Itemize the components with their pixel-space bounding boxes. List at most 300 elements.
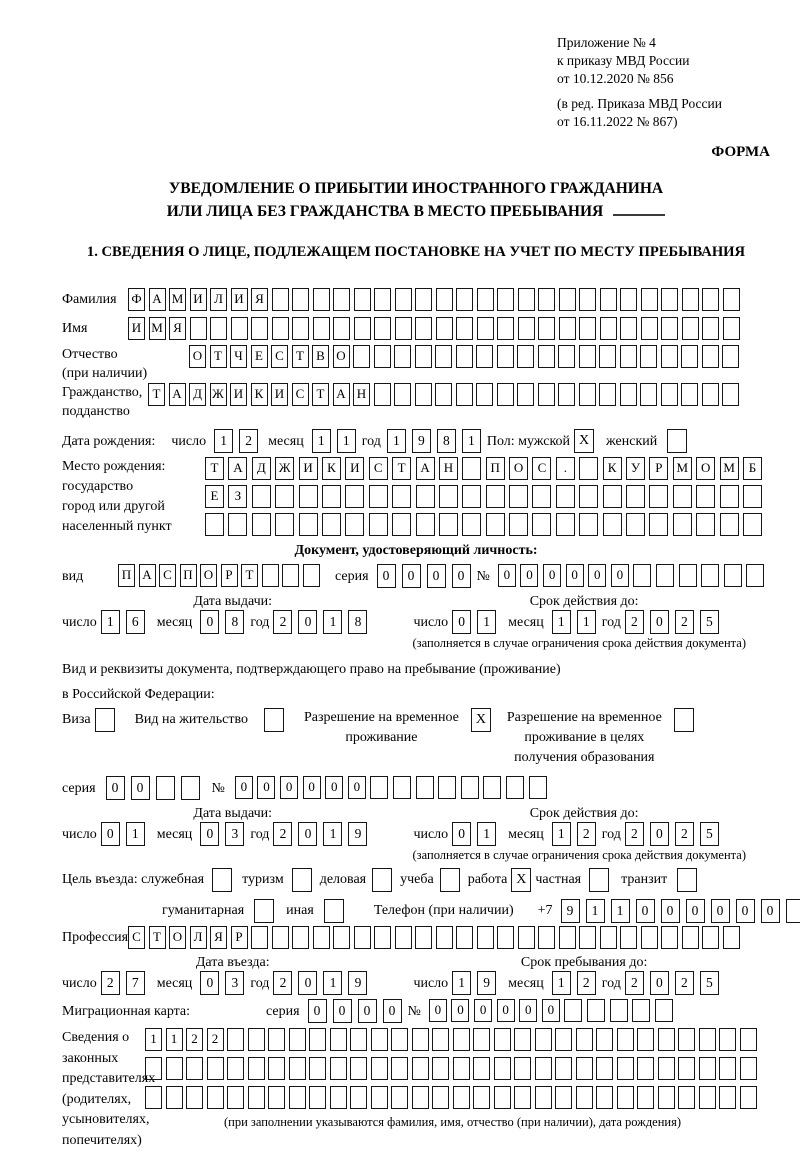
char-cell[interactable]: 0: [661, 899, 680, 923]
char-cell[interactable]: [453, 1028, 470, 1051]
char-cell[interactable]: 2: [675, 822, 694, 846]
char-cell[interactable]: [374, 383, 391, 406]
char-cell[interactable]: Р: [649, 457, 668, 480]
char-cell[interactable]: [620, 383, 637, 406]
char-cell[interactable]: 0: [235, 776, 253, 799]
char-cell[interactable]: С: [369, 457, 388, 480]
char-cell[interactable]: [576, 1057, 593, 1080]
char-cell[interactable]: [600, 926, 617, 949]
char-cell[interactable]: [412, 1057, 429, 1080]
char-cell[interactable]: 0: [358, 999, 377, 1023]
char-cell[interactable]: [371, 1057, 388, 1080]
char-cell[interactable]: [678, 1028, 695, 1051]
char-cell[interactable]: 8: [225, 610, 244, 634]
char-cell[interactable]: [702, 345, 719, 368]
char-cell[interactable]: [655, 999, 673, 1022]
char-cell[interactable]: 0: [542, 999, 560, 1022]
char-cell[interactable]: [476, 383, 493, 406]
char-cell[interactable]: [535, 1057, 552, 1080]
char-cell[interactable]: [617, 1086, 634, 1109]
char-cell[interactable]: [603, 485, 622, 508]
char-cell[interactable]: [679, 564, 697, 587]
char-cell[interactable]: 0: [298, 971, 317, 995]
char-cell[interactable]: [350, 1028, 367, 1051]
char-cell[interactable]: [275, 485, 294, 508]
char-cell[interactable]: [395, 317, 412, 340]
char-cell[interactable]: [309, 1086, 326, 1109]
char-cell[interactable]: К: [603, 457, 622, 480]
char-cell[interactable]: 1: [586, 899, 605, 923]
char-cell[interactable]: И: [299, 457, 318, 480]
checkbox-cell[interactable]: [677, 868, 697, 892]
char-cell[interactable]: [248, 1057, 265, 1080]
char-cell[interactable]: [453, 1086, 470, 1109]
char-cell[interactable]: [353, 345, 370, 368]
char-cell[interactable]: 2: [577, 971, 596, 995]
char-cell[interactable]: [205, 513, 224, 536]
char-cell[interactable]: С: [159, 564, 176, 587]
char-cell[interactable]: [673, 513, 692, 536]
char-cell[interactable]: [354, 288, 371, 311]
char-cell[interactable]: 5: [700, 822, 719, 846]
char-cell[interactable]: [678, 1057, 695, 1080]
char-cell[interactable]: [617, 1028, 634, 1051]
char-cell[interactable]: [391, 1086, 408, 1109]
char-cell[interactable]: [252, 485, 271, 508]
char-cell[interactable]: [371, 1086, 388, 1109]
char-cell[interactable]: [538, 317, 555, 340]
char-cell[interactable]: [640, 383, 657, 406]
char-cell[interactable]: 0: [106, 776, 125, 800]
char-cell[interactable]: Т: [149, 926, 166, 949]
char-cell[interactable]: [699, 1028, 716, 1051]
checkbox-cell[interactable]: [95, 708, 115, 732]
char-cell[interactable]: 0: [497, 999, 515, 1022]
char-cell[interactable]: [637, 1028, 654, 1051]
char-cell[interactable]: [392, 485, 411, 508]
char-cell[interactable]: [207, 1086, 224, 1109]
char-cell[interactable]: [579, 383, 596, 406]
char-cell[interactable]: 2: [239, 429, 258, 453]
checkbox-cell[interactable]: X: [511, 868, 531, 892]
char-cell[interactable]: [438, 776, 456, 799]
char-cell[interactable]: 8: [348, 610, 367, 634]
char-cell[interactable]: [720, 485, 739, 508]
char-cell[interactable]: [517, 383, 534, 406]
char-cell[interactable]: [416, 485, 435, 508]
char-cell[interactable]: 2: [186, 1028, 203, 1051]
char-cell[interactable]: [432, 1057, 449, 1080]
char-cell[interactable]: [509, 485, 528, 508]
char-cell[interactable]: 5: [700, 971, 719, 995]
char-cell[interactable]: П: [118, 564, 135, 587]
char-cell[interactable]: [412, 1086, 429, 1109]
char-cell[interactable]: Е: [205, 485, 224, 508]
char-cell[interactable]: [415, 383, 432, 406]
char-cell[interactable]: [576, 1086, 593, 1109]
char-cell[interactable]: [477, 317, 494, 340]
char-cell[interactable]: [272, 317, 289, 340]
char-cell[interactable]: [620, 317, 637, 340]
char-cell[interactable]: З: [228, 485, 247, 508]
char-cell[interactable]: О: [169, 926, 186, 949]
char-cell[interactable]: [538, 345, 555, 368]
char-cell[interactable]: [313, 926, 330, 949]
char-cell[interactable]: [289, 1028, 306, 1051]
char-cell[interactable]: [576, 1028, 593, 1051]
checkbox-cell[interactable]: [324, 899, 344, 923]
char-cell[interactable]: [374, 345, 391, 368]
char-cell[interactable]: [416, 513, 435, 536]
char-cell[interactable]: [740, 1086, 757, 1109]
char-cell[interactable]: 6: [126, 610, 145, 634]
char-cell[interactable]: 0: [257, 776, 275, 799]
char-cell[interactable]: [558, 345, 575, 368]
char-cell[interactable]: [186, 1057, 203, 1080]
char-cell[interactable]: М: [720, 457, 739, 480]
char-cell[interactable]: [746, 564, 764, 587]
char-cell[interactable]: [415, 926, 432, 949]
checkbox-cell[interactable]: X: [471, 708, 491, 732]
char-cell[interactable]: [538, 288, 555, 311]
char-cell[interactable]: [538, 383, 555, 406]
char-cell[interactable]: [415, 317, 432, 340]
char-cell[interactable]: [555, 1057, 572, 1080]
char-cell[interactable]: [292, 288, 309, 311]
char-cell[interactable]: [156, 776, 175, 800]
char-cell[interactable]: 1: [323, 822, 342, 846]
char-cell[interactable]: 9: [561, 899, 580, 923]
char-cell[interactable]: [262, 564, 279, 587]
char-cell[interactable]: 1: [337, 429, 356, 453]
char-cell[interactable]: [661, 288, 678, 311]
char-cell[interactable]: [658, 1086, 675, 1109]
char-cell[interactable]: [559, 288, 576, 311]
char-cell[interactable]: 0: [325, 776, 343, 799]
char-cell[interactable]: [313, 288, 330, 311]
char-cell[interactable]: Д: [189, 383, 206, 406]
char-cell[interactable]: [333, 926, 350, 949]
char-cell[interactable]: [641, 317, 658, 340]
char-cell[interactable]: [330, 1086, 347, 1109]
char-cell[interactable]: [538, 926, 555, 949]
char-cell[interactable]: В: [312, 345, 329, 368]
char-cell[interactable]: 0: [200, 822, 219, 846]
char-cell[interactable]: 3: [225, 971, 244, 995]
char-cell[interactable]: 0: [498, 564, 516, 587]
char-cell[interactable]: [579, 513, 598, 536]
char-cell[interactable]: [345, 513, 364, 536]
char-cell[interactable]: Ж: [275, 457, 294, 480]
checkbox-cell[interactable]: [674, 708, 694, 732]
char-cell[interactable]: [719, 1086, 736, 1109]
char-cell[interactable]: [626, 513, 645, 536]
char-cell[interactable]: [252, 513, 271, 536]
char-cell[interactable]: Н: [439, 457, 458, 480]
char-cell[interactable]: [661, 383, 678, 406]
char-cell[interactable]: К: [251, 383, 268, 406]
char-cell[interactable]: [620, 288, 637, 311]
char-cell[interactable]: 0: [451, 999, 469, 1022]
char-cell[interactable]: 2: [273, 971, 292, 995]
char-cell[interactable]: [786, 899, 800, 923]
checkbox-cell[interactable]: [212, 868, 232, 892]
char-cell[interactable]: 2: [625, 971, 644, 995]
char-cell[interactable]: Ф: [128, 288, 145, 311]
char-cell[interactable]: 2: [577, 822, 596, 846]
char-cell[interactable]: [682, 926, 699, 949]
char-cell[interactable]: П: [486, 457, 505, 480]
char-cell[interactable]: [699, 1057, 716, 1080]
char-cell[interactable]: 1: [387, 429, 406, 453]
char-cell[interactable]: Б: [743, 457, 762, 480]
char-cell[interactable]: 0: [543, 564, 561, 587]
char-cell[interactable]: 0: [650, 822, 669, 846]
char-cell[interactable]: 0: [611, 564, 629, 587]
char-cell[interactable]: [292, 317, 309, 340]
char-cell[interactable]: [309, 1028, 326, 1051]
char-cell[interactable]: 1: [214, 429, 233, 453]
char-cell[interactable]: 1: [577, 610, 596, 634]
char-cell[interactable]: 1: [145, 1028, 162, 1051]
char-cell[interactable]: 1: [126, 822, 145, 846]
char-cell[interactable]: [497, 926, 514, 949]
char-cell[interactable]: О: [200, 564, 217, 587]
char-cell[interactable]: [497, 383, 514, 406]
char-cell[interactable]: 0: [427, 564, 446, 588]
char-cell[interactable]: 0: [452, 822, 471, 846]
char-cell[interactable]: [435, 383, 452, 406]
char-cell[interactable]: [145, 1086, 162, 1109]
char-cell[interactable]: 0: [377, 564, 396, 588]
char-cell[interactable]: [682, 317, 699, 340]
char-cell[interactable]: [620, 926, 637, 949]
char-cell[interactable]: 0: [566, 564, 584, 587]
char-cell[interactable]: [517, 345, 534, 368]
char-cell[interactable]: [579, 317, 596, 340]
char-cell[interactable]: К: [322, 457, 341, 480]
char-cell[interactable]: 0: [519, 999, 537, 1022]
char-cell[interactable]: Р: [231, 926, 248, 949]
char-cell[interactable]: 7: [126, 971, 145, 995]
char-cell[interactable]: [415, 345, 432, 368]
char-cell[interactable]: С: [128, 926, 145, 949]
char-cell[interactable]: [579, 345, 596, 368]
char-cell[interactable]: М: [169, 288, 186, 311]
char-cell[interactable]: [228, 513, 247, 536]
char-cell[interactable]: [640, 345, 657, 368]
char-cell[interactable]: 2: [273, 822, 292, 846]
char-cell[interactable]: [509, 513, 528, 536]
char-cell[interactable]: [658, 1028, 675, 1051]
char-cell[interactable]: 0: [131, 776, 150, 800]
char-cell[interactable]: 0: [200, 971, 219, 995]
char-cell[interactable]: [354, 317, 371, 340]
char-cell[interactable]: [322, 513, 341, 536]
char-cell[interactable]: Я: [210, 926, 227, 949]
char-cell[interactable]: [289, 1057, 306, 1080]
char-cell[interactable]: [555, 1086, 572, 1109]
char-cell[interactable]: [678, 1086, 695, 1109]
char-cell[interactable]: Л: [190, 926, 207, 949]
char-cell[interactable]: [661, 317, 678, 340]
checkbox-cell[interactable]: [667, 429, 687, 453]
char-cell[interactable]: [579, 485, 598, 508]
char-cell[interactable]: [723, 288, 740, 311]
char-cell[interactable]: [641, 288, 658, 311]
char-cell[interactable]: 0: [686, 899, 705, 923]
char-cell[interactable]: .: [556, 457, 575, 480]
char-cell[interactable]: [299, 485, 318, 508]
char-cell[interactable]: 1: [452, 971, 471, 995]
char-cell[interactable]: [702, 317, 719, 340]
char-cell[interactable]: 9: [477, 971, 496, 995]
char-cell[interactable]: [587, 999, 605, 1022]
char-cell[interactable]: [313, 317, 330, 340]
char-cell[interactable]: [486, 485, 505, 508]
char-cell[interactable]: 0: [711, 899, 730, 923]
char-cell[interactable]: [227, 1057, 244, 1080]
char-cell[interactable]: П: [180, 564, 197, 587]
char-cell[interactable]: И: [190, 288, 207, 311]
char-cell[interactable]: 0: [333, 999, 352, 1023]
char-cell[interactable]: 0: [452, 610, 471, 634]
char-cell[interactable]: 9: [348, 971, 367, 995]
char-cell[interactable]: [477, 288, 494, 311]
char-cell[interactable]: [374, 926, 391, 949]
char-cell[interactable]: 0: [520, 564, 538, 587]
char-cell[interactable]: [462, 457, 481, 480]
char-cell[interactable]: 0: [298, 610, 317, 634]
char-cell[interactable]: [740, 1057, 757, 1080]
char-cell[interactable]: И: [231, 288, 248, 311]
checkbox-cell[interactable]: [589, 868, 609, 892]
char-cell[interactable]: [497, 288, 514, 311]
char-cell[interactable]: [333, 317, 350, 340]
char-cell[interactable]: [322, 485, 341, 508]
char-cell[interactable]: [412, 1028, 429, 1051]
char-cell[interactable]: [514, 1028, 531, 1051]
char-cell[interactable]: [743, 513, 762, 536]
char-cell[interactable]: [391, 1028, 408, 1051]
char-cell[interactable]: У: [626, 457, 645, 480]
char-cell[interactable]: [579, 288, 596, 311]
char-cell[interactable]: 2: [273, 610, 292, 634]
char-cell[interactable]: [393, 776, 411, 799]
char-cell[interactable]: [556, 513, 575, 536]
char-cell[interactable]: [309, 1057, 326, 1080]
char-cell[interactable]: Я: [169, 317, 186, 340]
char-cell[interactable]: И: [230, 383, 247, 406]
char-cell[interactable]: [251, 317, 268, 340]
char-cell[interactable]: [661, 345, 678, 368]
char-cell[interactable]: 2: [625, 610, 644, 634]
char-cell[interactable]: [432, 1028, 449, 1051]
char-cell[interactable]: [231, 317, 248, 340]
char-cell[interactable]: [699, 1086, 716, 1109]
char-cell[interactable]: 1: [611, 899, 630, 923]
char-cell[interactable]: [330, 1057, 347, 1080]
char-cell[interactable]: [696, 513, 715, 536]
char-cell[interactable]: [494, 1028, 511, 1051]
char-cell[interactable]: 2: [675, 610, 694, 634]
char-cell[interactable]: [558, 383, 575, 406]
char-cell[interactable]: [701, 564, 719, 587]
char-cell[interactable]: [435, 345, 452, 368]
char-cell[interactable]: [637, 1057, 654, 1080]
char-cell[interactable]: И: [128, 317, 145, 340]
char-cell[interactable]: Н: [353, 383, 370, 406]
checkbox-cell[interactable]: [372, 868, 392, 892]
char-cell[interactable]: О: [509, 457, 528, 480]
char-cell[interactable]: [210, 317, 227, 340]
char-cell[interactable]: Т: [205, 457, 224, 480]
char-cell[interactable]: 1: [462, 429, 481, 453]
char-cell[interactable]: [603, 513, 622, 536]
char-cell[interactable]: [637, 1086, 654, 1109]
char-cell[interactable]: [473, 1028, 490, 1051]
char-cell[interactable]: [415, 288, 432, 311]
char-cell[interactable]: 2: [101, 971, 120, 995]
char-cell[interactable]: 0: [429, 999, 447, 1022]
char-cell[interactable]: [181, 776, 200, 800]
char-cell[interactable]: [461, 776, 479, 799]
char-cell[interactable]: [350, 1086, 367, 1109]
char-cell[interactable]: [626, 485, 645, 508]
char-cell[interactable]: Ч: [230, 345, 247, 368]
char-cell[interactable]: [456, 383, 473, 406]
char-cell[interactable]: [633, 564, 651, 587]
char-cell[interactable]: 8: [437, 429, 456, 453]
char-cell[interactable]: 0: [308, 999, 327, 1023]
checkbox-cell[interactable]: X: [574, 429, 594, 453]
char-cell[interactable]: [486, 513, 505, 536]
char-cell[interactable]: [227, 1028, 244, 1051]
char-cell[interactable]: [556, 485, 575, 508]
char-cell[interactable]: 1: [552, 822, 571, 846]
char-cell[interactable]: 1: [477, 610, 496, 634]
char-cell[interactable]: [518, 288, 535, 311]
char-cell[interactable]: [289, 1086, 306, 1109]
char-cell[interactable]: Т: [241, 564, 258, 587]
char-cell[interactable]: [555, 1028, 572, 1051]
char-cell[interactable]: [535, 1028, 552, 1051]
char-cell[interactable]: Я: [251, 288, 268, 311]
char-cell[interactable]: [299, 513, 318, 536]
char-cell[interactable]: [514, 1057, 531, 1080]
char-cell[interactable]: Р: [221, 564, 238, 587]
char-cell[interactable]: [649, 485, 668, 508]
char-cell[interactable]: [395, 926, 412, 949]
char-cell[interactable]: 0: [761, 899, 780, 923]
char-cell[interactable]: [702, 383, 719, 406]
char-cell[interactable]: [564, 999, 582, 1022]
char-cell[interactable]: 0: [650, 610, 669, 634]
char-cell[interactable]: И: [271, 383, 288, 406]
char-cell[interactable]: [272, 926, 289, 949]
char-cell[interactable]: [656, 564, 674, 587]
char-cell[interactable]: [723, 926, 740, 949]
char-cell[interactable]: [719, 1057, 736, 1080]
char-cell[interactable]: [432, 1086, 449, 1109]
char-cell[interactable]: [371, 1028, 388, 1051]
char-cell[interactable]: 1: [323, 971, 342, 995]
char-cell[interactable]: [497, 317, 514, 340]
char-cell[interactable]: [702, 288, 719, 311]
char-cell[interactable]: 9: [412, 429, 431, 453]
char-cell[interactable]: [740, 1028, 757, 1051]
char-cell[interactable]: 1: [323, 610, 342, 634]
